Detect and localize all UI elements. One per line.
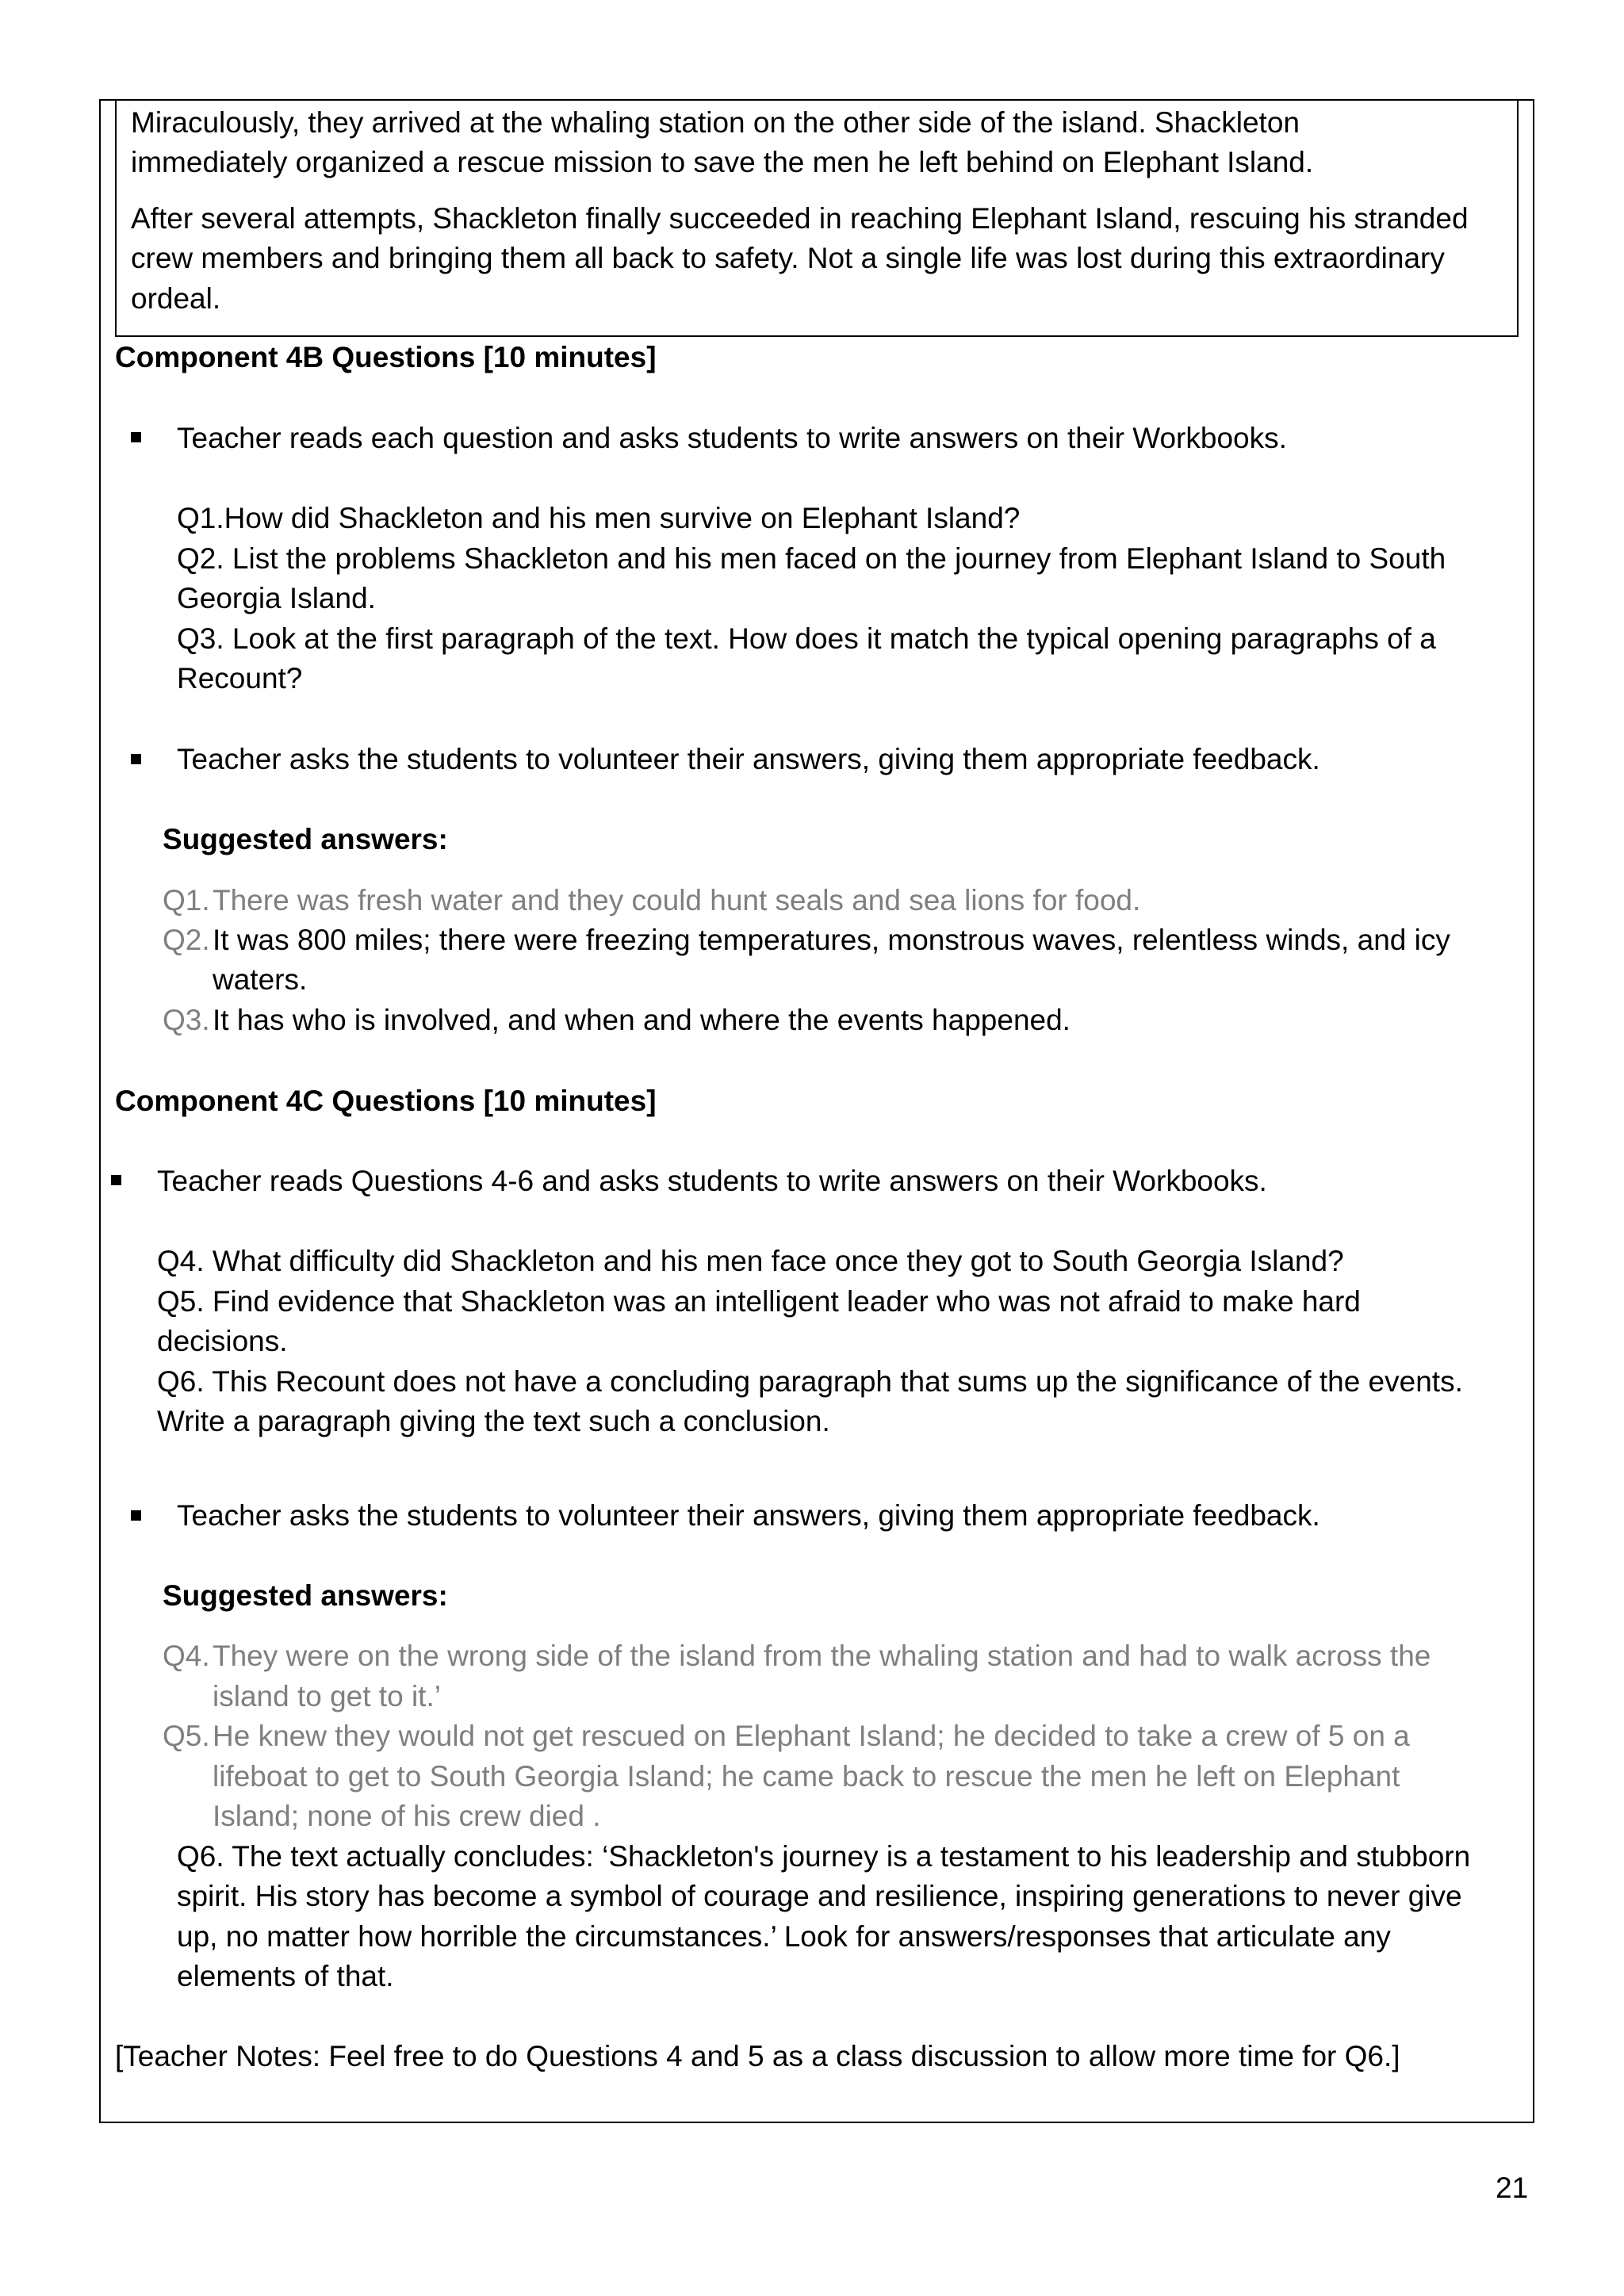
story-paragraph-1-line-2: immediately organized a rescue mission to save the men he left behind on Elephant Island. [131,146,1314,178]
question-q5-line-1: Q5. Find evidence that Shackleton was an intelligent leader who was not afraid to make hard [157,1285,1361,1318]
page-number: 21 [1496,2172,1529,2204]
answer-q6-line-2: spirit. His story has become a symbol of courage and resilience, inspiring generations to never give [177,1880,1462,1912]
answer-q1: There was fresh water and they could hunt seals and sea lions for food. [213,884,1141,916]
component-4c-feedback-instruction: Teacher asks the students to volunteer their answers, giving them appropriate feedback. [177,1499,1320,1532]
answer-q6-line-1: Q6. The text actually concludes: ‘Shackleton's journey is a testament to his leadership and stubborn [177,1840,1471,1873]
answer-q2-line-1: It was 800 miles; there were freezing temperatures, monstrous waves, relentless winds, and icy [213,924,1450,956]
question-q2-line-2: Georgia Island. [177,582,376,614]
answer-number-q4: Q4. [163,1640,210,1672]
answer-number-q5: Q5. [163,1720,210,1752]
answer-q3: It has who is involved, and when and where the events happened. [213,1004,1071,1036]
component-4c-heading: Component 4C Questions [10 minutes] [115,1085,657,1117]
bullet-icon [131,1510,141,1521]
question-q1: Q1.How did Shackleton and his men survive on Elephant Island? [177,502,1021,534]
component-4b-instruction: Teacher reads each question and asks students to write answers on their Workbooks. [177,422,1287,454]
suggested-answers-heading-4c: Suggested answers: [163,1579,448,1612]
story-paragraph-1-line-1: Miraculously, they arrived at the whaling station on the other side of the island. Shackleton [131,106,1300,139]
suggested-answers-heading-4b: Suggested answers: [163,823,448,855]
question-q4: Q4. What difficulty did Shackleton and his men face once they got to South Georgia Island? [157,1245,1344,1277]
question-q6-line-1: Q6. This Recount does not have a concluding paragraph that sums up the significance of the events. [157,1365,1463,1398]
answer-q4-line-2: island to get to it.’ [213,1680,441,1712]
answer-number-q1: Q1. [163,884,210,916]
answer-q6-line-3: up, no matter how horrible the circumstances.’ Look for answers/responses that articulate any [177,1920,1391,1953]
answer-number-q2: Q2. [163,924,210,956]
question-q2-line-1: Q2. List the problems Shackleton and his men faced on the journey from Elephant Island to South [177,542,1446,575]
component-4c-instruction: Teacher reads Questions 4-6 and asks students to write answers on their Workbooks. [157,1165,1267,1197]
story-paragraph-2-line-2: crew members and bringing them all back to safety. Not a single life was lost during this extraordinary [131,242,1445,274]
answer-q5-line-2: lifeboat to get to South Georgia Island; he came back to rescue the men he left on Elephant [213,1760,1400,1793]
component-4b-feedback-instruction: Teacher asks the students to volunteer their answers, giving them appropriate feedback. [177,743,1320,775]
question-q3-line-1: Q3. Look at the first paragraph of the text. How does it match the typical opening paragraphs of a [177,622,1436,655]
bullet-icon [131,432,141,442]
story-paragraph-2-line-3: ordeal. [131,282,221,315]
answer-q5-line-1: He knew they would not get rescued on Elephant Island; he decided to take a crew of 5 on a [213,1720,1410,1752]
question-q5-line-2: decisions. [157,1325,288,1357]
answer-q6-line-4: elements of that. [177,1960,394,1992]
answer-q5-line-3: Island; none of his crew died . [213,1800,601,1832]
component-4b-heading: Component 4B Questions [10 minutes] [115,341,657,373]
answer-q2-line-2: waters. [213,963,308,996]
bullet-icon [111,1175,121,1185]
answer-number-q3: Q3. [163,1004,210,1036]
teacher-note: [Teacher Notes: Feel free to do Questions 4 and 5 as a class discussion to allow more time for Q6.] [115,2040,1400,2072]
bullet-icon [131,754,141,764]
question-q6-line-2: Write a paragraph giving the text such a conclusion. [157,1405,830,1437]
story-paragraph-2-line-1: After several attempts, Shackleton finally succeeded in reaching Elephant Island, rescuing his stranded [131,202,1469,235]
question-q3-line-2: Recount? [177,662,303,695]
answer-q4-line-1: They were on the wrong side of the island from the whaling station and had to walk across the [213,1640,1431,1672]
